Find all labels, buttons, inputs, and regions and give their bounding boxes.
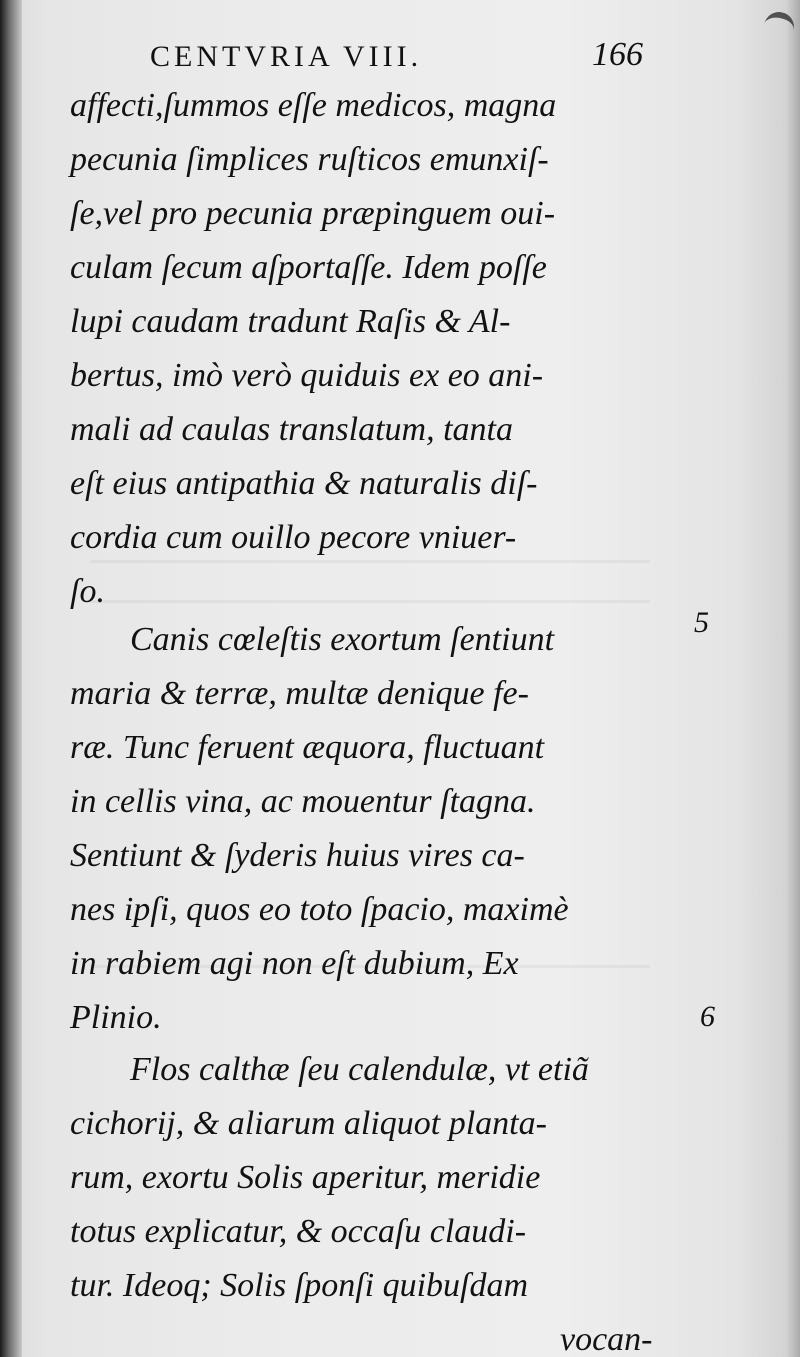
- text-line: ſe,vel pro pecunia præpinguem oui-: [70, 195, 556, 232]
- catchword: vocan-: [560, 1321, 653, 1357]
- text-line: tur. Ideoq; Solis ſponſi quibuſdam: [70, 1267, 529, 1304]
- text-line: maria & terræ, multæ denique fe-: [70, 675, 529, 712]
- page-edge-shadow: [786, 0, 800, 1357]
- text-line: mali ad caulas translatum, tanta: [70, 411, 513, 448]
- text-line: cichorij, & aliarum aliquot planta-: [70, 1105, 547, 1142]
- paragraph-first-line: Flos calthæ ſeu calendulæ, vt etiã: [130, 1051, 589, 1088]
- text-line: culam ſecum aſportaſſe. Idem poſſe: [70, 249, 547, 286]
- text-line: cordia cum ouillo pecore vniuer-: [70, 519, 517, 556]
- page-number: 166: [592, 36, 643, 73]
- text-line: affecti,ſummos eſſe medicos, magna: [70, 87, 557, 124]
- text-line: Plinio.: [70, 999, 162, 1036]
- marginal-number: 6: [700, 1000, 715, 1033]
- text-line: lupi caudam tradunt Raſis & Al-: [70, 303, 511, 340]
- text-line: Sentiunt & ſyderis huius vires ca-: [70, 837, 525, 874]
- running-head: CENTVRIA VIII.: [150, 40, 423, 73]
- binding-gutter: [0, 0, 22, 1357]
- text-line: pecunia ſimplices ruſticos emunxiſ-: [70, 141, 549, 178]
- text-line: nes ipſi, quos eo toto ſpacio, maximè: [70, 891, 569, 928]
- text-line: ſo.: [70, 573, 105, 610]
- text-line: bertus, imò verò quiduis ex eo ani-: [70, 357, 544, 394]
- text-line: eſt eius antipathia & naturalis diſ-: [70, 465, 538, 502]
- show-through-line: [90, 560, 650, 563]
- paragraph-first-line: Canis cœleſtis exortum ſentiunt: [130, 621, 555, 658]
- marginal-number: 5: [694, 606, 709, 639]
- text-line: totus explicatur, & occaſu claudi-: [70, 1213, 527, 1250]
- text-line: in cellis vina, ac mouentur ſtagna.: [70, 783, 536, 820]
- text-line: rum, exortu Solis aperitur, meridie: [70, 1159, 541, 1196]
- text-line: in rabiem agi non eſt dubium, Ex: [70, 945, 519, 982]
- text-line: ræ. Tunc feruent æquora, fluctuant: [70, 729, 545, 766]
